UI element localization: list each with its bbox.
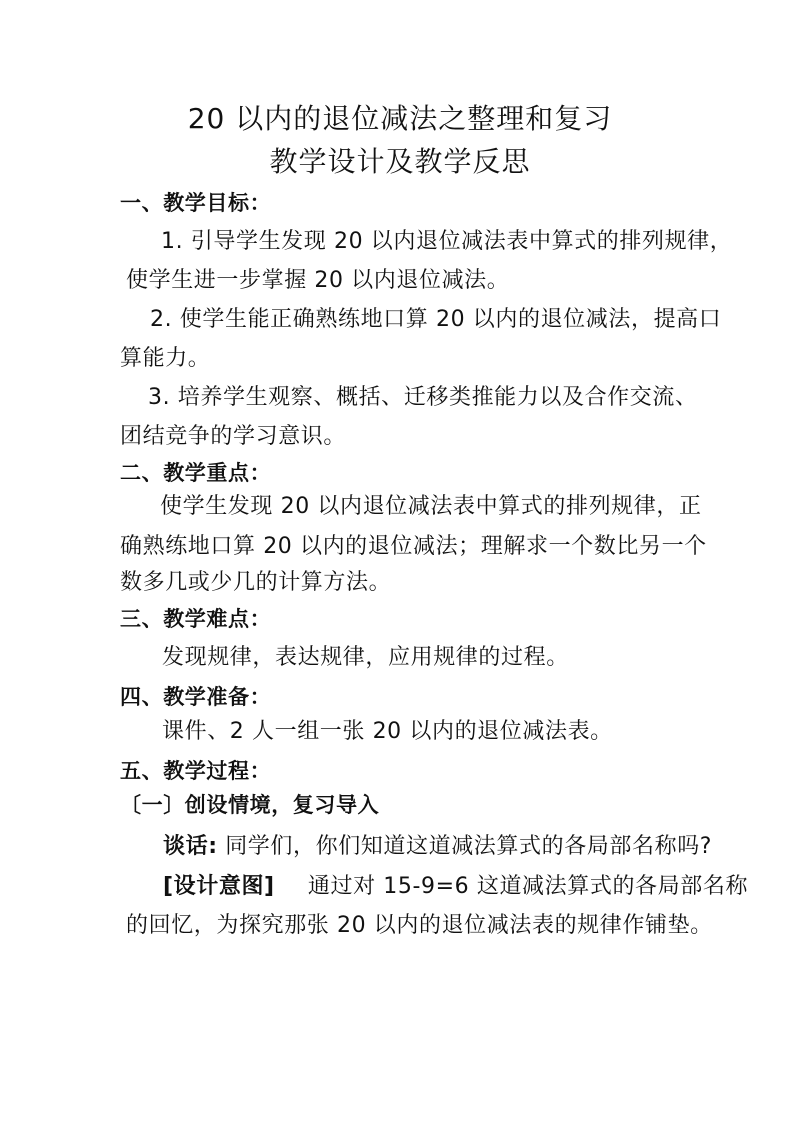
key-points-line-3: 数多几或少几的计算方法。 [120, 570, 392, 595]
key-points-line-2: 确熟练地口算 20 以内的退位减法；理解求一个数比另一个 [120, 534, 707, 559]
objectives-line-1: 1. 引导学生发现 20 以内退位减法表中算式的排列规律， [161, 229, 733, 254]
section-heading-key-points: 二、教学重点： [120, 461, 272, 485]
objectives-line-4: 算能力。 [120, 346, 211, 371]
objectives-line-5: 3. 培养学生观察、概括、迁移类推能力以及合作交流、 [148, 385, 698, 410]
preparation-line-1: 课件、2 人一组一张 20 以内的退位减法表。 [162, 719, 613, 744]
design-intent-line-1 [163, 872, 748, 902]
objectives-line-2: 使学生进一步掌握 20 以内退位减法。 [126, 268, 510, 293]
section-heading-preparation: 四、教学准备： [120, 685, 272, 709]
process-subheading: 〔一〕创设情境，复习导入 [120, 793, 380, 817]
design-intent-text: 通过对 15-9=6 这道减法算式的各局部名称 [307, 874, 749, 899]
objectives-line-3: 2. 使学生能正确熟练地口算 20 以内的退位减法，提高口 [150, 307, 722, 332]
section-heading-objectives: 一、教学目标： [120, 191, 272, 215]
document-title: 20 以内的退位减法之整理和复习 [187, 102, 613, 135]
talk-paragraph [163, 832, 712, 862]
talk-text: 同学们，你们知道这道减法算式的各局部名称吗? [225, 834, 713, 859]
objectives-line-6: 团结竞争的学习意识。 [120, 424, 347, 449]
section-heading-difficulties: 三、教学难点： [120, 607, 272, 631]
design-intent-label: [设计意图] [163, 874, 275, 899]
design-intent-line-2: 的回忆，为探究那张 20 以内的退位减法表的规律作铺垫。 [126, 913, 713, 938]
section-heading-process: 五、教学过程： [120, 759, 272, 783]
key-points-line-1: 使学生发现 20 以内退位减法表中算式的排列规律，正 [160, 494, 702, 519]
talk-label: 谈话: [163, 834, 218, 859]
document-subtitle: 教学设计及教学反思 [269, 145, 531, 178]
difficulties-line-1: 发现规律，表达规律，应用规律的过程。 [162, 645, 569, 670]
